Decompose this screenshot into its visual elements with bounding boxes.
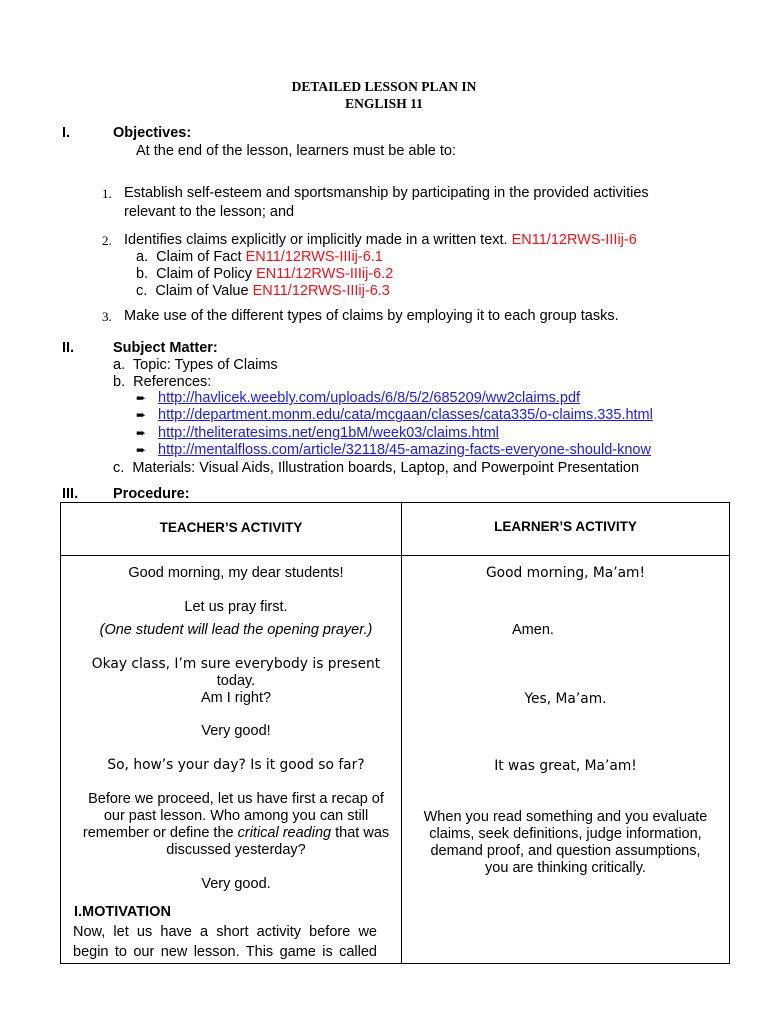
arrow-bullet-icon: ➨ [136, 408, 147, 422]
table-border-right [729, 502, 730, 964]
arrow-bullet-icon: ➨ [136, 443, 147, 457]
teacher-attendance-line2: today. [216, 673, 256, 689]
claim-policy-text: Claim of Policy [156, 266, 253, 282]
materials-letter: c. [113, 460, 125, 476]
objective-2-text-body: Identifies claims explicitly or implicitly made in a written text. [124, 232, 508, 248]
claim-value-text: Claim of Value [155, 283, 249, 299]
objective-3-text: Make use of the different types of claims by employing it to each group tasks. [124, 308, 619, 324]
claim-policy-letter: b. [136, 266, 149, 282]
reference-link-1[interactable]: http://havlicek.weebly.com/uploads/6/8/5/2/685209/ww2claims.pdf [158, 390, 581, 406]
learner-column-header: LEARNER’S ACTIVITY [494, 519, 637, 534]
objectives-heading: Objectives: [113, 125, 192, 141]
doc-title-line2: ENGLISH 11 [345, 96, 423, 111]
critical-reading-term: critical reading [237, 825, 332, 841]
learner-definition-line1: When you read something and you evaluate [423, 809, 708, 825]
subject-numeral: II. [62, 340, 75, 356]
procedure-numeral: III. [62, 486, 79, 502]
teacher-greeting: Good morning, my dear students! [128, 565, 344, 581]
learner-great: It was great, Ma’am! [494, 758, 637, 774]
teacher-prayer-note: (One student will lead the opening prayer.) [99, 622, 373, 638]
teacher-column-header: TEACHER’S ACTIVITY [159, 520, 303, 535]
learner-greeting: Good morning, Ma’am! [485, 565, 646, 581]
teacher-motivation-line1: Now, let us have a short activity before we [73, 924, 377, 940]
teacher-pray: Let us pray first. [184, 599, 288, 615]
references-label: References: [133, 374, 212, 390]
claim-value-code: EN11/12RWS-IIIij-6.3 [252, 283, 390, 299]
claim-policy-code: EN11/12RWS-IIIij-6.2 [256, 266, 394, 282]
motivation-heading: I.MOTIVATION [74, 904, 171, 920]
learner-yes-maam: Yes, Ma’am. [524, 691, 607, 707]
teacher-recap-line2: our past lesson. Who among you can still [103, 808, 369, 824]
teacher-very-good-2: Very good. [201, 876, 271, 892]
teacher-recap-line1: Before we proceed, let us have first a recap of [88, 791, 384, 807]
learner-definition-line2: claims, seek definitions, judge information, [429, 826, 702, 842]
claim-fact-code: EN11/12RWS-IIIij-6.1 [245, 249, 383, 265]
table-border-top [60, 502, 730, 503]
teacher-very-good-1: Very good! [201, 723, 271, 739]
doc-title-line1: DETAILED LESSON PLAN IN [291, 79, 477, 94]
teacher-motivation-line2: begin to our new lesson. This game is called [73, 944, 377, 960]
objective-2-number: 2. [102, 233, 112, 248]
teacher-am-i-right: Am I right? [200, 690, 272, 706]
reference-link-3[interactable]: http://theliteratesims.net/eng1bM/week03/claims.html [158, 425, 499, 441]
table-border-bottom [60, 963, 730, 964]
reference-link-4[interactable]: http://mentalfloss.com/article/32118/45-amazing-facts-everyone-should-know [158, 442, 651, 458]
objective-1-number: 1. [102, 186, 112, 201]
reference-link-2[interactable]: http://department.monm.edu/cata/mcgaan/classes/cata335/o-claims.335.html [158, 407, 653, 423]
learner-definition-line4: you are thinking critically. [485, 860, 646, 876]
objective-1-line2: relevant to the lesson; and [124, 204, 295, 220]
objectives-numeral: I. [62, 125, 71, 141]
references-letter: b. [113, 374, 126, 390]
materials-text: Materials: Visual Aids, Illustration boards, Laptop, and Powerpoint Presentation [132, 460, 640, 476]
table-header-divider [60, 555, 730, 556]
learner-definition-line3: demand proof, and question assumptions, [430, 843, 701, 859]
topic-letter: a. [113, 357, 126, 373]
objective-3-number: 3. [102, 309, 112, 324]
learner-amen: Amen. [512, 622, 554, 638]
procedure-heading: Procedure: [113, 486, 190, 502]
arrow-bullet-icon: ➨ [136, 391, 147, 405]
teacher-recap-line3 [61, 825, 411, 841]
teacher-how-is-day: So, how’s your day? Is it good so far? [107, 757, 365, 773]
claim-fact-letter: a. [136, 249, 149, 265]
teacher-recap-line3-post: that was [331, 825, 390, 841]
objective-1-line1: Establish self-esteem and sportsmanship by participating in the provided activities [124, 185, 649, 201]
objectives-intro: At the end of the lesson, learners must be able to: [136, 143, 456, 159]
objective-2-code: EN11/12RWS-IIIij-6 [511, 232, 637, 248]
teacher-attendance-line1: Okay class, I’m sure everybody is present [91, 656, 381, 672]
claim-value-letter: c. [136, 283, 148, 299]
arrow-bullet-icon: ➨ [136, 426, 147, 440]
topic-text: Topic: Types of Claims [132, 357, 278, 373]
teacher-recap-line4: discussed yesterday? [166, 842, 306, 858]
claim-fact-text: Claim of Fact [156, 249, 242, 265]
teacher-recap-line3-pre: remember or define the [82, 825, 238, 841]
subject-heading: Subject Matter: [113, 340, 218, 356]
